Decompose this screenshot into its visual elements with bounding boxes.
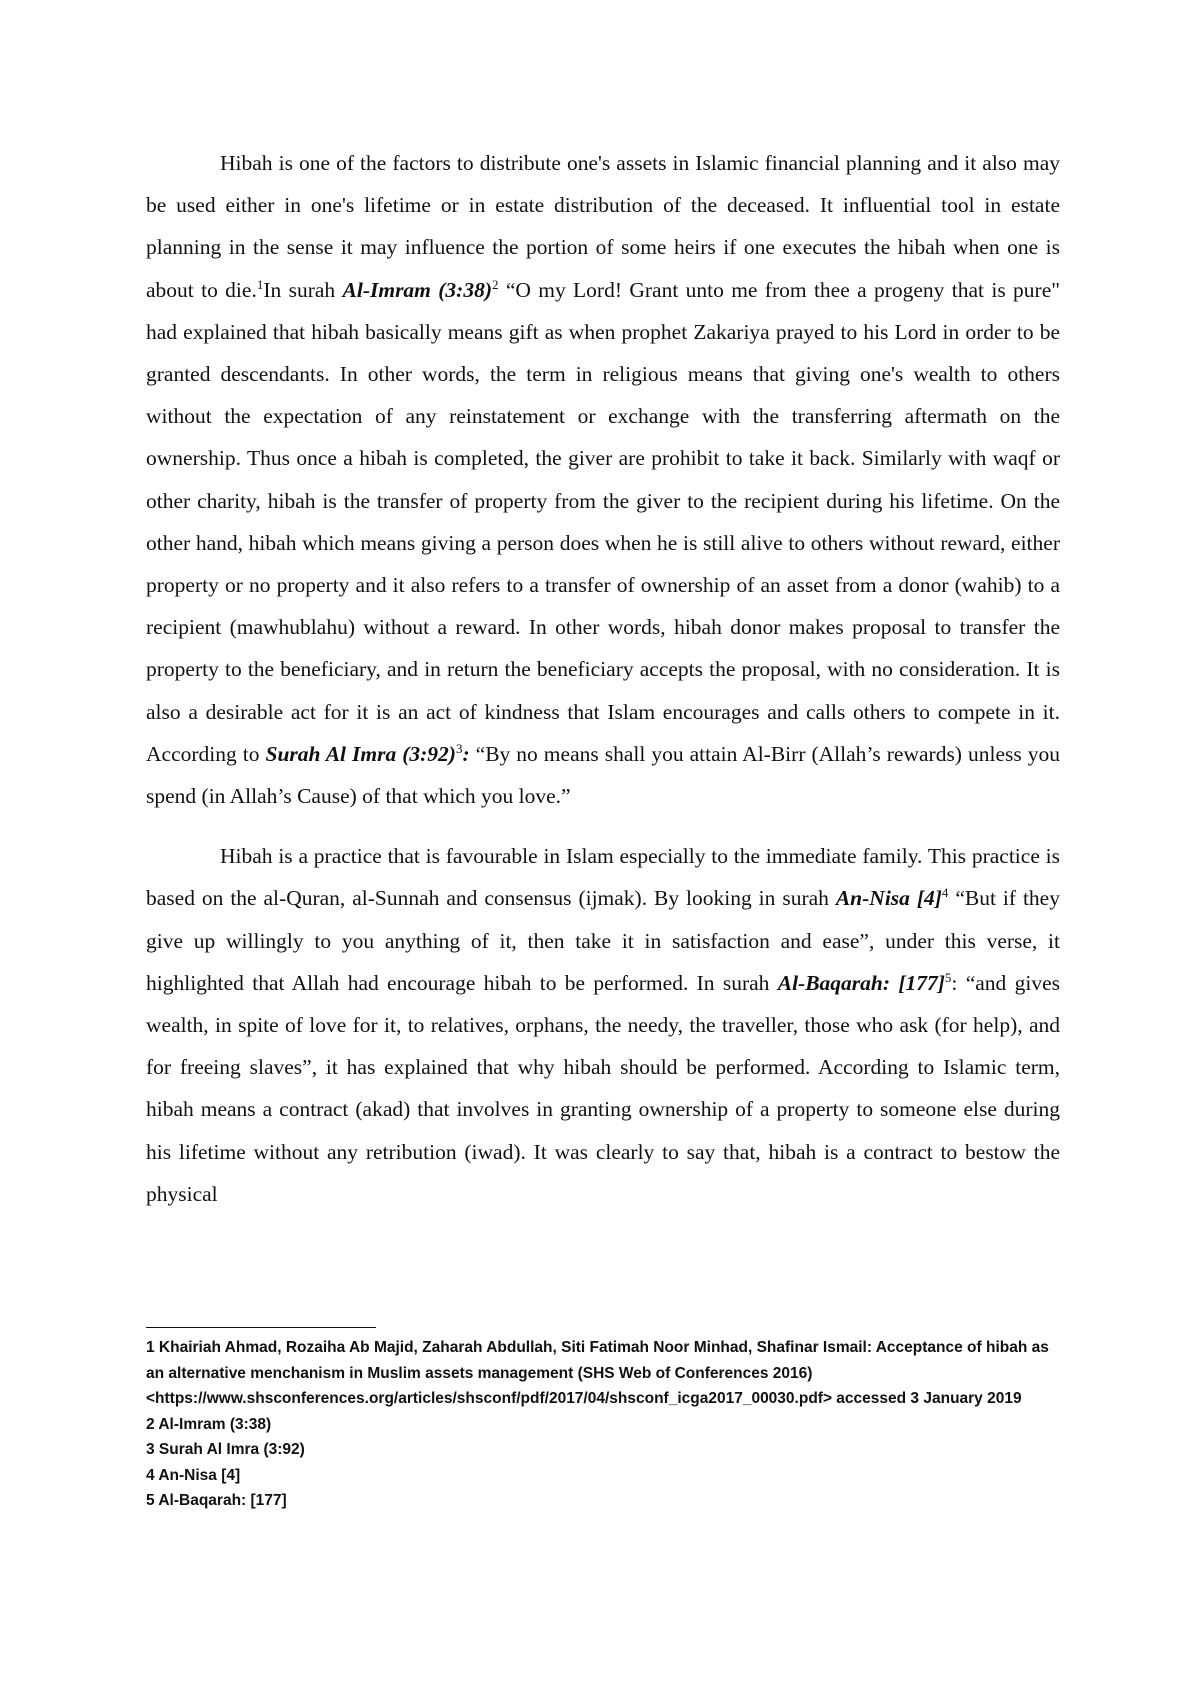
- text-run: “O my Lord! Grant unto me from thee a progeny that is pure" had explained that hibah basically means gift as when prophet Zakariya prayed to his Lord in order to be granted descendants. In other words, the term in religious means that giving one's wealth to others without the expectation of any reinstatement or exchange with the transferring aftermath on the ownership. Thus once a hibah is completed, the giver are prohibit to take it back. Similarly with waqf or other charity, hibah is the transfer of property from the giver to the recipient during his lifetime. On the other hand, hibah which means giving a person does when he is still alive to others without reward, either property or no property and it also refers to a transfer of ownership of an asset from a donor (wahib) to a recipient (mawhublahu) without a reward. In other words, hibah donor makes proposal to transfer the property to the beneficiary, and in return the beneficiary accepts the proposal, with no consideration. It is also a desirable act for it is an act of kindness that Islam encourages and calls others to compete in it. According to: [146, 277, 1061, 766]
- footnotes: [146, 1335, 1060, 1514]
- paragraph-hibah-practice: [146, 835, 1060, 1215]
- text-run: : “and gives wealth, in spite of love for it, to relatives, orphans, the needy, the traveller, those who ask (for help), and for freeing slaves”, it has explained that why hibah should be performed. According to Islamic term, hibah means a contract (akad) that involves in granting ownership of a property to someone else during his lifetime without any retribution (iwad). It was clearly to say that, hibah is a contract to bestow the physical: [146, 970, 1060, 1206]
- footnote-3: 3 Surah Al Imra (3:92): [146, 1441, 305, 1458]
- citation-al-baqarah: Al-Baqarah: [177]: [777, 970, 945, 995]
- text-run: Hibah is one of the factors to distribute one's assets in Islamic financial planning and it also may be used either in one's lifetime or in estate distribution of the deceased. It influential tool in estate planning in the sense it may influence the portion of some heirs if one executes the hibah when one is about to die.: [146, 151, 1060, 302]
- text-run: Hibah is a practice that is favourable in Islam especially to the immediate family. This practice is based on the al-Quran, al-Sunnah and consensus (ijmak). By looking in surah: [146, 844, 1060, 911]
- citation-al-imram: Al-Imram (3:38): [342, 277, 492, 302]
- citation-an-nisa: An-Nisa [4]: [835, 886, 942, 911]
- citation-al-imra: Surah Al Imra (3:92): [265, 741, 456, 766]
- footnote-4: 4 An-Nisa [4]: [146, 1466, 241, 1484]
- footnote-ref-3: 3: [455, 740, 463, 756]
- citation-colon: :: [462, 741, 470, 766]
- text-run: “But if they give up willingly to you anything of it, then take it in satisfaction and ease”, under this verse, it highlighted that Allah had encourage hibah to be performed. In surah: [146, 886, 1060, 995]
- footnote-ref-1: 1: [256, 276, 264, 292]
- text-run: “By no means shall you attain Al-Birr (Allah’s rewards) unless you spend (in Allah’s Cause) of that which you love.”: [146, 741, 1060, 809]
- footnote-2: 2 Al-Imram (3:38): [146, 1415, 272, 1433]
- paragraph-hibah-definition: [146, 142, 1060, 817]
- footnote-1: 1 Khairiah Ahmad, Rozaiha Ab Majid, Zaharah Abdullah, Siti Fatimah Noor Minhad, Shafinar Ismail: Acceptance of hibah as an alternative menchanism in Muslim assets management (SHS Web of Conferences 2016) <https://www.shsconferences.org/articles/shsconf/pdf/2017/04/shsconf_icga2017_00030.pdf> accessed 3 January 2019: [146, 1339, 1049, 1407]
- footnote-ref-5: 5: [944, 969, 952, 985]
- footnote-ref-2: 2: [491, 276, 499, 292]
- footnote-ref-4: 4: [941, 885, 949, 901]
- footnote-5: 5 Al-Baqarah: [177]: [146, 1492, 287, 1509]
- document-body: [146, 142, 1060, 1215]
- text-run: In surah: [263, 277, 343, 302]
- footnote-separator: [146, 1327, 376, 1328]
